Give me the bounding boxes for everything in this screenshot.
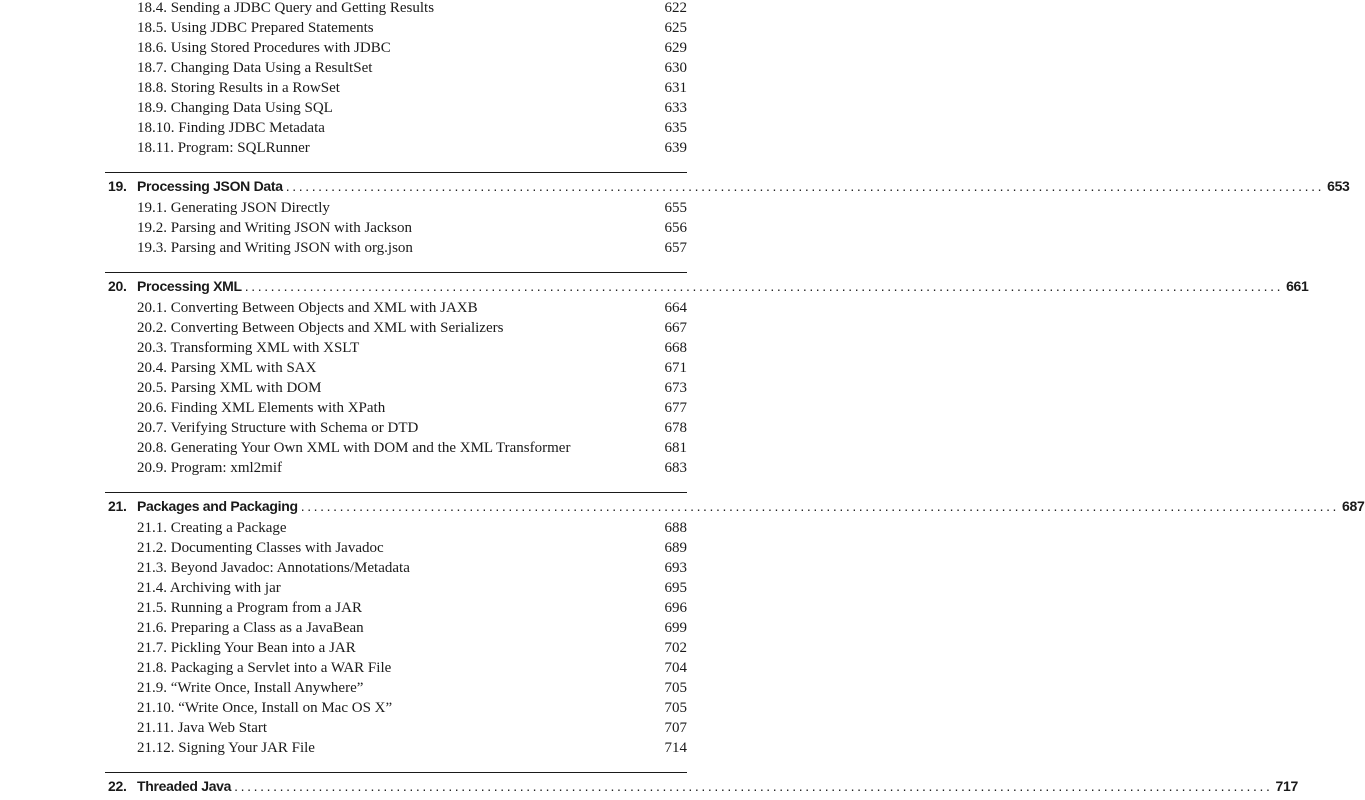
toc-section-row[interactable]	[137, 538, 687, 558]
dot-leader: ................................................................................................................................................................	[244, 278, 1284, 294]
dot-leader: ................................................................................................................................................................	[300, 498, 1340, 514]
toc-chapter-row[interactable]	[108, 276, 1309, 296]
chapter-divider	[105, 172, 687, 173]
section-title: 20.8. Generating Your Own XML with DOM and the XML Transformer	[137, 440, 571, 456]
page-number: 671	[664, 360, 687, 376]
section-title: 20.6. Finding XML Elements with XPath	[137, 400, 386, 416]
toc-chapter-row[interactable]	[108, 176, 1350, 196]
toc-section-row[interactable]	[137, 618, 687, 638]
chapter-title: Packages and Packaging	[137, 498, 298, 514]
toc-section-row[interactable]	[137, 678, 687, 698]
page-number: 689	[664, 540, 687, 556]
section-title: 21.10. “Write Once, Install on Mac OS X”	[137, 700, 393, 716]
page-number: 678	[664, 420, 687, 436]
toc-section-row[interactable]	[137, 458, 687, 478]
section-title: 19.3. Parsing and Writing JSON with org.json	[137, 240, 413, 256]
page-number: 667	[664, 320, 687, 336]
chapter-title: Processing JSON Data	[137, 178, 283, 194]
chapter-divider	[105, 772, 687, 773]
toc-section-row[interactable]	[137, 218, 687, 238]
page-number: 657	[664, 240, 687, 256]
toc-section-row[interactable]	[137, 638, 687, 658]
section-title: 21.8. Packaging a Servlet into a WAR File	[137, 660, 392, 676]
page-number: 677	[664, 400, 687, 416]
page-number: 705	[664, 700, 687, 716]
section-title: 18.9. Changing Data Using SQL	[137, 100, 333, 116]
toc-section-row[interactable]	[137, 18, 687, 38]
toc-section-row[interactable]	[137, 98, 687, 118]
chapter-title: Threaded Java	[137, 778, 232, 794]
toc-section-row[interactable]	[137, 0, 687, 18]
page-number: 635	[664, 120, 687, 136]
page-number: 622	[664, 0, 687, 16]
toc-section-row[interactable]	[137, 378, 687, 398]
page-number: 714	[664, 740, 687, 756]
page-number: 631	[664, 80, 687, 96]
toc-chapter-row[interactable]	[108, 496, 1365, 516]
chapter-title: Processing XML	[137, 278, 242, 294]
page-number: 695	[664, 580, 687, 596]
toc-section-row[interactable]	[137, 118, 687, 138]
section-title: 19.2. Parsing and Writing JSON with Jackson	[137, 220, 412, 236]
toc-section-row[interactable]	[137, 238, 687, 258]
page-number: 704	[664, 660, 687, 676]
toc-section-row[interactable]	[137, 138, 687, 158]
section-title: 20.3. Transforming XML with XSLT	[137, 340, 360, 356]
section-title: 18.4. Sending a JDBC Query and Getting Results	[137, 0, 435, 16]
chapter-number: 20.	[108, 278, 127, 294]
page-number: 656	[664, 220, 687, 236]
toc-section-row[interactable]	[137, 558, 687, 578]
page-number: 705	[664, 680, 687, 696]
section-title: 21.1. Creating a Package	[137, 520, 287, 536]
toc-section-row[interactable]	[137, 578, 687, 598]
chapter-number: 22.	[108, 778, 127, 794]
section-title: 21.4. Archiving with jar	[137, 580, 281, 596]
section-title: 18.6. Using Stored Procedures with JDBC	[137, 40, 391, 56]
chapter-number: 21.	[108, 498, 127, 514]
chapter-number: 19.	[108, 178, 127, 194]
dot-leader: ................................................................................................................................................................	[285, 178, 1325, 194]
page-number: 633	[664, 100, 687, 116]
toc-section-row[interactable]	[137, 58, 687, 78]
chapter-divider	[105, 272, 687, 273]
page-number: 683	[664, 460, 687, 476]
toc-section-row[interactable]	[137, 438, 687, 458]
section-title: 21.9. “Write Once, Install Anywhere”	[137, 680, 364, 696]
page-number: 702	[664, 640, 687, 656]
section-title: 20.7. Verifying Structure with Schema or DTD	[137, 420, 419, 436]
dot-leader: ................................................................................................................................................................	[234, 778, 1273, 794]
toc-section-row[interactable]	[137, 78, 687, 98]
section-title: 21.6. Preparing a Class as a JavaBean	[137, 620, 364, 636]
page-number: 681	[664, 440, 687, 456]
page-number: 717	[1275, 778, 1298, 794]
page-number: 639	[664, 140, 687, 156]
toc-section-row[interactable]	[137, 358, 687, 378]
section-title: 21.12. Signing Your JAR File	[137, 740, 315, 756]
toc-section-row[interactable]	[137, 518, 687, 538]
section-title: 20.4. Parsing XML with SAX	[137, 360, 317, 376]
section-title: 20.1. Converting Between Objects and XML with JAXB	[137, 300, 478, 316]
toc-section-row[interactable]	[137, 718, 687, 738]
toc-section-row[interactable]	[137, 38, 687, 58]
section-title: 18.11. Program: SQLRunner	[137, 140, 310, 156]
section-title: 18.5. Using JDBC Prepared Statements	[137, 20, 374, 36]
toc-section-row[interactable]	[137, 658, 687, 678]
page-number: 653	[1327, 178, 1350, 194]
section-title: 21.7. Pickling Your Bean into a JAR	[137, 640, 356, 656]
section-title: 20.9. Program: xml2mif	[137, 460, 282, 476]
page-number: 661	[1286, 278, 1309, 294]
toc-section-row[interactable]	[137, 418, 687, 438]
page-number: 688	[664, 520, 687, 536]
page-number: 707	[664, 720, 687, 736]
toc-section-row[interactable]	[137, 338, 687, 358]
page-number: 668	[664, 340, 687, 356]
page-number: 629	[664, 40, 687, 56]
page-number: 655	[664, 200, 687, 216]
toc-section-row[interactable]	[137, 598, 687, 618]
toc-section-row[interactable]	[137, 698, 687, 718]
toc-section-row[interactable]	[137, 318, 687, 338]
toc-section-row[interactable]	[137, 298, 687, 318]
toc-section-row[interactable]	[137, 398, 687, 418]
section-title: 20.2. Converting Between Objects and XML with Serializers	[137, 320, 504, 336]
page-number: 696	[664, 600, 687, 616]
section-title: 21.3. Beyond Javadoc: Annotations/Metadata	[137, 560, 410, 576]
chapter-divider	[105, 492, 687, 493]
page-number: 664	[664, 300, 687, 316]
toc-section-row[interactable]	[137, 198, 687, 218]
section-title: 20.5. Parsing XML with DOM	[137, 380, 322, 396]
page-number: 693	[664, 560, 687, 576]
section-title: 19.1. Generating JSON Directly	[137, 200, 330, 216]
page-number: 630	[664, 60, 687, 76]
toc-section-row[interactable]	[137, 738, 687, 758]
page-number: 699	[664, 620, 687, 636]
page-number: 673	[664, 380, 687, 396]
section-title: 21.11. Java Web Start	[137, 720, 268, 736]
page-number: 625	[664, 20, 687, 36]
section-title: 18.7. Changing Data Using a ResultSet	[137, 60, 373, 76]
section-title: 18.8. Storing Results in a RowSet	[137, 80, 340, 96]
section-title: 21.2. Documenting Classes with Javadoc	[137, 540, 384, 556]
section-title: 18.10. Finding JDBC Metadata	[137, 120, 325, 136]
toc-chapter-row[interactable]	[108, 776, 1298, 796]
section-title: 21.5. Running a Program from a JAR	[137, 600, 362, 616]
page-number: 687	[1342, 498, 1365, 514]
